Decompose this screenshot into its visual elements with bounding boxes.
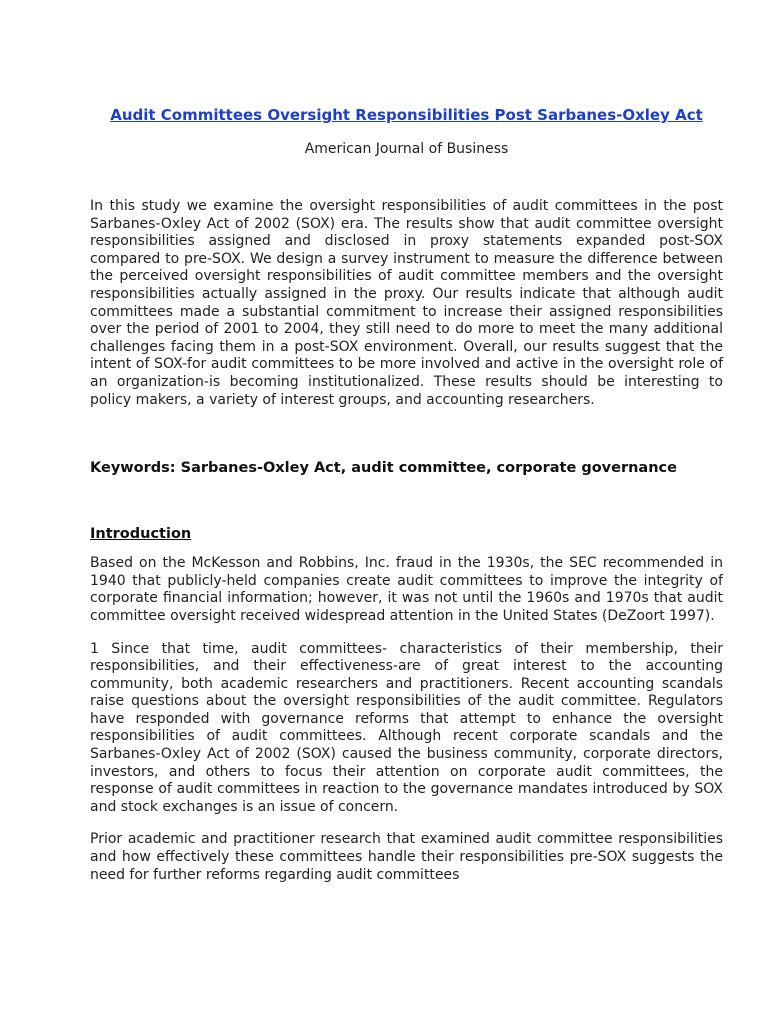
document-page [90, 104, 723, 884]
body-paragraph: 1 Since that time, audit committees- characteristics of their membership, their responsibilities, and their effectiveness-are of great interest to the accounting community, both academic researchers and practitioners. Recent accounting scandals raise questions about the oversight responsibilities of the audit committee. Regulators have responded with governance reforms that attempt to enhance the oversight responsibilities of audit committees. Although recent corporate scandals and the Sarbanes-Oxley Act of 2002 (SOX) caused the business community, corporate directors, investors, and others to focus their attention on corporate audit committees, the response of audit committees in reaction to the governance mandates introduced by SOX and stock exchanges is an issue of concern. [90, 640, 723, 815]
keywords-line: Keywords: Sarbanes-Oxley Act, audit committee, corporate governance [90, 460, 677, 477]
article-title-link[interactable]: Audit Committees Oversight Responsibilities Post Sarbanes-Oxley Act [110, 106, 703, 124]
article-title [90, 104, 723, 126]
abstract-paragraph: In this study we examine the oversight responsibilities of audit committees in the post Sarbanes-Oxley Act of 2002 (SOX) era. The results show that audit committee oversight responsibilities assigned and disclosed in proxy statements expanded post-SOX compared to pre-SOX. We design a survey instrument to measure the difference between the perceived oversight responsibilities of audit committee members and the oversight responsibilities actually assigned in the proxy. Our results indicate that although audit committees made a substantial commitment to increase their assigned responsibilities over the period of 2001 to 2004, they still need to do more to meet the many additional challenges facing them in a post-SOX environment. Overall, our results suggest that the intent of SOX-for audit committees to be more involved and active in the oversight role of an organization-is becoming institutionalized. These results should be interesting to policy makers, a variety of interest groups, and accounting researchers. [90, 198, 723, 408]
section-heading-introduction: Introduction [90, 526, 192, 543]
body-paragraph: Based on the McKesson and Robbins, Inc. fraud in the 1930s, the SEC recommended in 1940 that publicly-held companies create audit committees to improve the integrity of corporate financial information; however, it was not until the 1960s and 1970s that audit committee oversight received widespread attention in the United States (DeZoort 1997). [90, 555, 723, 624]
journal-name: American Journal of Business [304, 141, 509, 157]
body-paragraph: Prior academic and practitioner research that examined audit committee responsibilities and how effectively these committees handle their responsibilities pre-SOX suggests the need for further reforms regarding audit committees [90, 831, 723, 883]
